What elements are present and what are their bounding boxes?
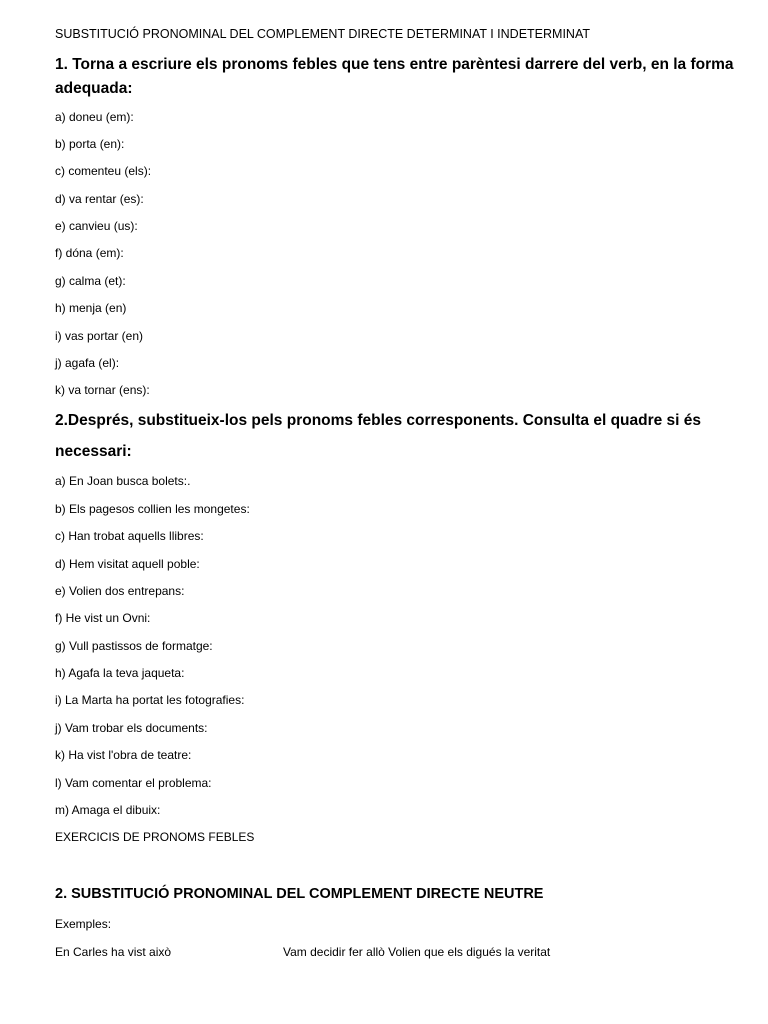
- examples-label: Exemples:: [55, 917, 112, 931]
- exercise1-item: a) doneu (em):: [55, 110, 134, 124]
- exercise2-item: h) Agafa la teva jaqueta:: [55, 666, 185, 680]
- example-left: En Carles ha vist això: [55, 945, 172, 959]
- exercise1-item: f) dóna (em):: [55, 246, 124, 260]
- exercise1-item: c) comenteu (els):: [55, 164, 152, 178]
- exercise2-item: b) Els pagesos collien les mongetes:: [55, 502, 250, 516]
- exercise1-item: d) va rentar (es):: [55, 192, 144, 206]
- section2-heading-line1: 2.Després, substitueix-los pels pronoms febles corresponents. Consulta el quadre si és: [55, 412, 702, 429]
- section1-heading-line1: 1. Torna a escriure els pronoms febles que tens entre parèntesi darrere del verb, en la forma: [55, 56, 734, 73]
- section3-heading: 2. SUBSTITUCIÓ PRONOMINAL DEL COMPLEMENT DIRECTE NEUTRE: [55, 886, 544, 902]
- exercise2-item: j) Vam trobar els documents:: [55, 721, 208, 735]
- exercise2-item: l) Vam comentar el problema:: [55, 776, 212, 790]
- document-title: SUBSTITUCIÓ PRONOMINAL DEL COMPLEMENT DIRECTE DETERMINAT I INDETERMINAT: [55, 27, 591, 41]
- exercise2-item: f) He vist un Ovni:: [55, 611, 151, 625]
- section2-heading-line2: necessari:: [55, 443, 132, 460]
- exercise1-item: b) porta (en):: [55, 137, 125, 151]
- exercise1-item: g) calma (et):: [55, 274, 126, 288]
- exercise1-item: e) canvieu (us):: [55, 219, 138, 233]
- exercise1-item: j) agafa (el):: [55, 356, 120, 370]
- exercise1-item: k) va tornar (ens):: [55, 383, 150, 397]
- exercises-footer-label: EXERCICIS DE PRONOMS FEBLES: [55, 830, 255, 844]
- exercise2-item: c) Han trobat aquells llibres:: [55, 529, 204, 543]
- exercise1-item: i) vas portar (en): [55, 329, 144, 343]
- exercise2-item: g) Vull pastissos de formatge:: [55, 639, 213, 653]
- section1-heading-line2: adequada:: [55, 80, 133, 97]
- exercise2-item: a) En Joan busca bolets:.: [55, 474, 191, 488]
- exercise1-item: h) menja (en): [55, 301, 127, 315]
- exercise2-item: i) La Marta ha portat les fotografies:: [55, 693, 245, 707]
- exercise2-item: k) Ha vist l'obra de teatre:: [55, 748, 192, 762]
- exercise2-item: e) Volien dos entrepans:: [55, 584, 185, 598]
- example-right: Vam decidir fer allò Volien que els digués la veritat: [283, 945, 551, 959]
- exercise2-item: m) Amaga el dibuix:: [55, 803, 161, 817]
- exercise2-item: d) Hem visitat aquell poble:: [55, 557, 200, 571]
